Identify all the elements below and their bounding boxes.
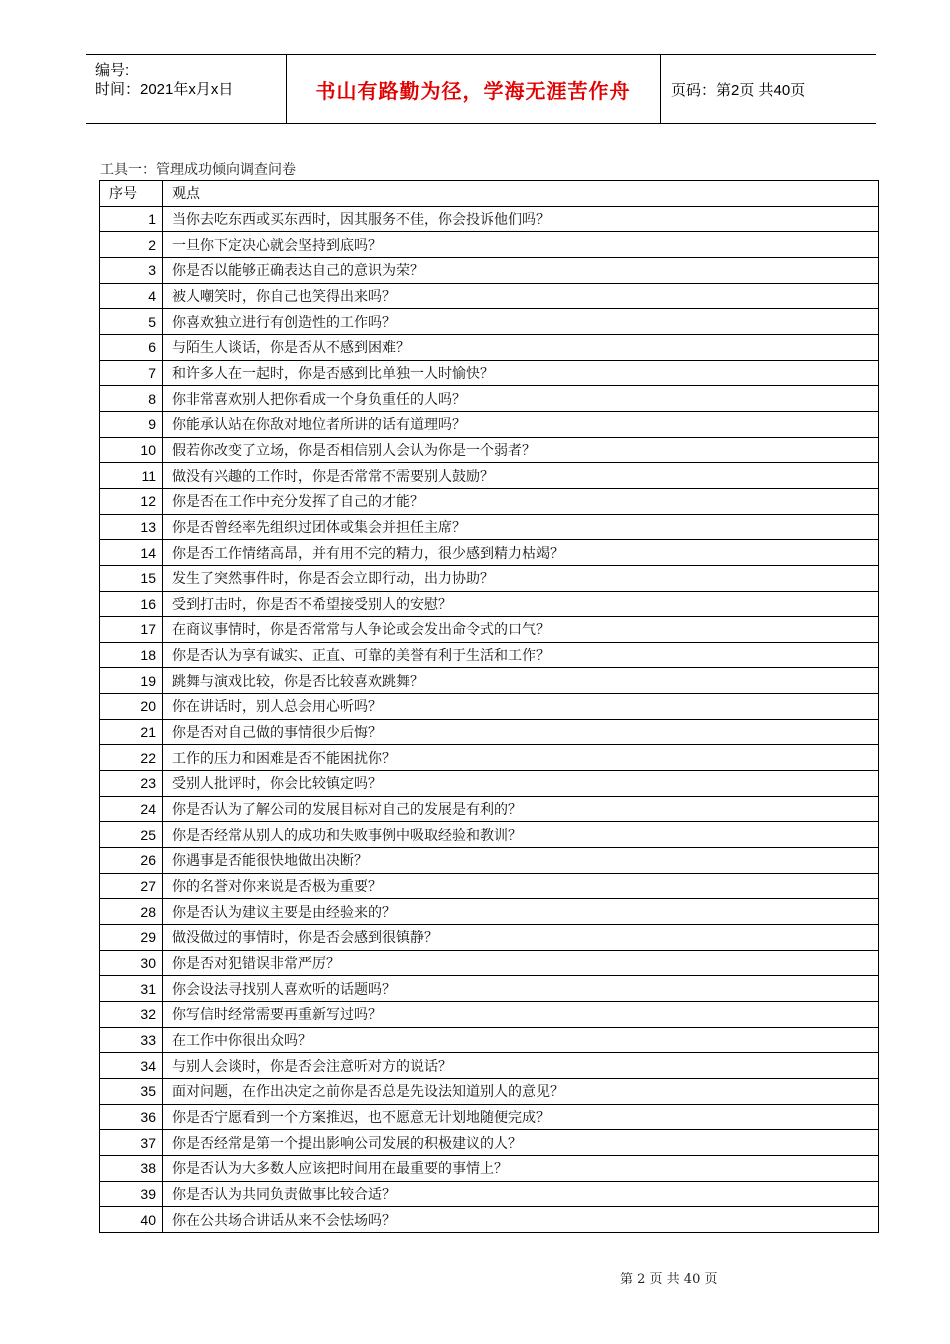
- row-number: 3: [100, 257, 163, 283]
- questionnaire-table: [99, 180, 879, 1233]
- number-label: 编号:: [95, 62, 130, 79]
- table-row: [100, 1053, 879, 1079]
- table-row: [100, 411, 879, 437]
- row-number: 9: [100, 411, 163, 437]
- row-statement: 你遇事是否能很快地做出决断？: [163, 848, 879, 874]
- row-statement: 你写信时经常需要再重新写过吗？: [163, 1002, 879, 1028]
- motto-text: 书山有路勤为径，学海无涯苦作舟: [315, 78, 631, 103]
- row-number: 4: [100, 283, 163, 309]
- table-row: [100, 617, 879, 643]
- table-row: [100, 257, 879, 283]
- row-statement: 发生了突然事件时，你是否会立即行动，出力协助？: [163, 565, 879, 591]
- table-row: [100, 694, 879, 720]
- row-statement: 一旦你下定决心就会坚持到底吗？: [163, 232, 879, 258]
- row-number: 1: [100, 206, 163, 232]
- table-row: [100, 514, 879, 540]
- page-footer: 第 2 页 共 40 页: [620, 1272, 718, 1287]
- row-number: 33: [100, 1027, 163, 1053]
- row-number: 21: [100, 719, 163, 745]
- row-number: 10: [100, 437, 163, 463]
- table-row: [100, 976, 879, 1002]
- row-statement: 与别人会谈时，你是否会注意听对方的说话？: [163, 1053, 879, 1079]
- row-statement: 在工作中你很出众吗？: [163, 1027, 879, 1053]
- row-statement: 你是否经常从别人的成功和失败事例中吸取经验和教训？: [163, 822, 879, 848]
- row-statement: 你是否认为享有诚实、正直、可靠的美誉有利于生活和工作？: [163, 642, 879, 668]
- row-statement: 你是否经常是第一个提出影响公司发展的积极建议的人？: [163, 1130, 879, 1156]
- row-number: 34: [100, 1053, 163, 1079]
- row-statement: 和许多人在一起时，你是否感到比单独一人时愉快？: [163, 360, 879, 386]
- header-meta: [86, 55, 287, 123]
- table-row: [100, 1078, 879, 1104]
- table-header-row: [100, 181, 879, 207]
- table-row: [100, 232, 879, 258]
- row-number: 7: [100, 360, 163, 386]
- row-statement: 在商议事情时，你是否常常与人争论或会发出命令式的口气？: [163, 617, 879, 643]
- row-statement: 你是否宁愿看到一个方案推迟，也不愿意无计划地随便完成？: [163, 1104, 879, 1130]
- row-statement: 你在公共场合讲话从来不会怯场吗？: [163, 1207, 879, 1233]
- row-number: 18: [100, 642, 163, 668]
- table-row: [100, 873, 879, 899]
- row-number: 26: [100, 848, 163, 874]
- row-statement: 被人嘲笑时，你自己也笑得出来吗？: [163, 283, 879, 309]
- row-statement: 你是否工作情绪高昂，并有用不完的精力，很少感到精力枯竭？: [163, 540, 879, 566]
- row-number: 20: [100, 694, 163, 720]
- row-number: 16: [100, 591, 163, 617]
- table-row: [100, 386, 879, 412]
- row-statement: 受别人批评时，你会比较镇定吗？: [163, 771, 879, 797]
- table-row: [100, 719, 879, 745]
- row-number: 29: [100, 925, 163, 951]
- table-row: [100, 1207, 879, 1233]
- row-number: 31: [100, 976, 163, 1002]
- row-number: 17: [100, 617, 163, 643]
- row-number: 32: [100, 1002, 163, 1028]
- row-number: 22: [100, 745, 163, 771]
- row-number: 13: [100, 514, 163, 540]
- row-statement: 你是否曾经率先组织过团体或集会并担任主席？: [163, 514, 879, 540]
- table-row: [100, 899, 879, 925]
- row-number: 36: [100, 1104, 163, 1130]
- row-number: 39: [100, 1181, 163, 1207]
- row-number: 40: [100, 1207, 163, 1233]
- table-row: [100, 334, 879, 360]
- page-header: [86, 54, 876, 124]
- table-row: [100, 848, 879, 874]
- row-number: 6: [100, 334, 163, 360]
- row-statement: 假若你改变了立场，你是否相信别人会认为你是一个弱者？: [163, 437, 879, 463]
- row-statement: 你在讲话时，别人总会用心听吗？: [163, 694, 879, 720]
- table-row: [100, 822, 879, 848]
- table-row: [100, 1104, 879, 1130]
- row-number: 5: [100, 309, 163, 335]
- table-row: [100, 1002, 879, 1028]
- header-motto-cell: [286, 55, 661, 123]
- column-header-number: 序号: [100, 181, 163, 207]
- time-label: 时间：2021年x月x日: [95, 81, 234, 98]
- table-row: [100, 745, 879, 771]
- table-row: [100, 488, 879, 514]
- table-row: [100, 283, 879, 309]
- table-row: [100, 925, 879, 951]
- row-statement: 你是否在工作中充分发挥了自己的才能？: [163, 488, 879, 514]
- row-statement: 你是否以能够正确表达自己的意识为荣？: [163, 257, 879, 283]
- row-statement: 你是否对自己做的事情很少后悔？: [163, 719, 879, 745]
- row-number: 35: [100, 1078, 163, 1104]
- row-number: 15: [100, 565, 163, 591]
- table-row: [100, 950, 879, 976]
- row-statement: 你能承认站在你敌对地位者所讲的话有道理吗？: [163, 411, 879, 437]
- row-statement: 你是否认为建议主要是由经验来的？: [163, 899, 879, 925]
- row-statement: 你的名誉对你来说是否极为重要？: [163, 873, 879, 899]
- table-row: [100, 463, 879, 489]
- row-statement: 当你去吃东西或买东西时，因其服务不佳，你会投诉他们吗？: [163, 206, 879, 232]
- table-row: [100, 591, 879, 617]
- table-row: [100, 1155, 879, 1181]
- header-page-info: 页码：第2页 共40页: [671, 81, 806, 99]
- table-row: [100, 309, 879, 335]
- table-caption: 工具一：管理成功倾向调查问卷: [100, 162, 296, 178]
- table-row: [100, 437, 879, 463]
- row-number: 24: [100, 796, 163, 822]
- table-row: [100, 771, 879, 797]
- row-statement: 工作的压力和困难是否不能困扰你？: [163, 745, 879, 771]
- table-row: [100, 668, 879, 694]
- table-row: [100, 206, 879, 232]
- row-number: 8: [100, 386, 163, 412]
- row-statement: 跳舞与演戏比较，你是否比较喜欢跳舞？: [163, 668, 879, 694]
- table-row: [100, 1130, 879, 1156]
- row-statement: 你非常喜欢别人把你看成一个身负重任的人吗？: [163, 386, 879, 412]
- row-number: 27: [100, 873, 163, 899]
- row-number: 2: [100, 232, 163, 258]
- table-row: [100, 642, 879, 668]
- row-statement: 你是否对犯错误非常严厉？: [163, 950, 879, 976]
- row-number: 38: [100, 1155, 163, 1181]
- table-row: [100, 1027, 879, 1053]
- row-statement: 你是否认为大多数人应该把时间用在最重要的事情上？: [163, 1155, 879, 1181]
- row-statement: 做没有兴趣的工作时，你是否常常不需要别人鼓励？: [163, 463, 879, 489]
- row-statement: 受到打击时，你是否不希望接受别人的安慰？: [163, 591, 879, 617]
- row-number: 11: [100, 463, 163, 489]
- row-number: 28: [100, 899, 163, 925]
- table-row: [100, 796, 879, 822]
- table-row: [100, 540, 879, 566]
- row-number: 23: [100, 771, 163, 797]
- row-number: 30: [100, 950, 163, 976]
- table-row: [100, 565, 879, 591]
- row-number: 37: [100, 1130, 163, 1156]
- row-statement: 你是否认为共同负责做事比较合适？: [163, 1181, 879, 1207]
- row-statement: 你喜欢独立进行有创造性的工作吗？: [163, 309, 879, 335]
- row-number: 19: [100, 668, 163, 694]
- row-statement: 你会设法寻找别人喜欢听的话题吗？: [163, 976, 879, 1002]
- table-row: [100, 360, 879, 386]
- row-statement: 你是否认为了解公司的发展目标对自己的发展是有利的？: [163, 796, 879, 822]
- row-number: 14: [100, 540, 163, 566]
- row-number: 12: [100, 488, 163, 514]
- row-statement: 做没做过的事情时，你是否会感到很镇静？: [163, 925, 879, 951]
- table-row: [100, 1181, 879, 1207]
- row-statement: 面对问题，在作出决定之前你是否总是先设法知道别人的意见？: [163, 1078, 879, 1104]
- row-statement: 与陌生人谈话，你是否从不感到困难？: [163, 334, 879, 360]
- column-header-statement: 观点: [163, 181, 879, 207]
- row-number: 25: [100, 822, 163, 848]
